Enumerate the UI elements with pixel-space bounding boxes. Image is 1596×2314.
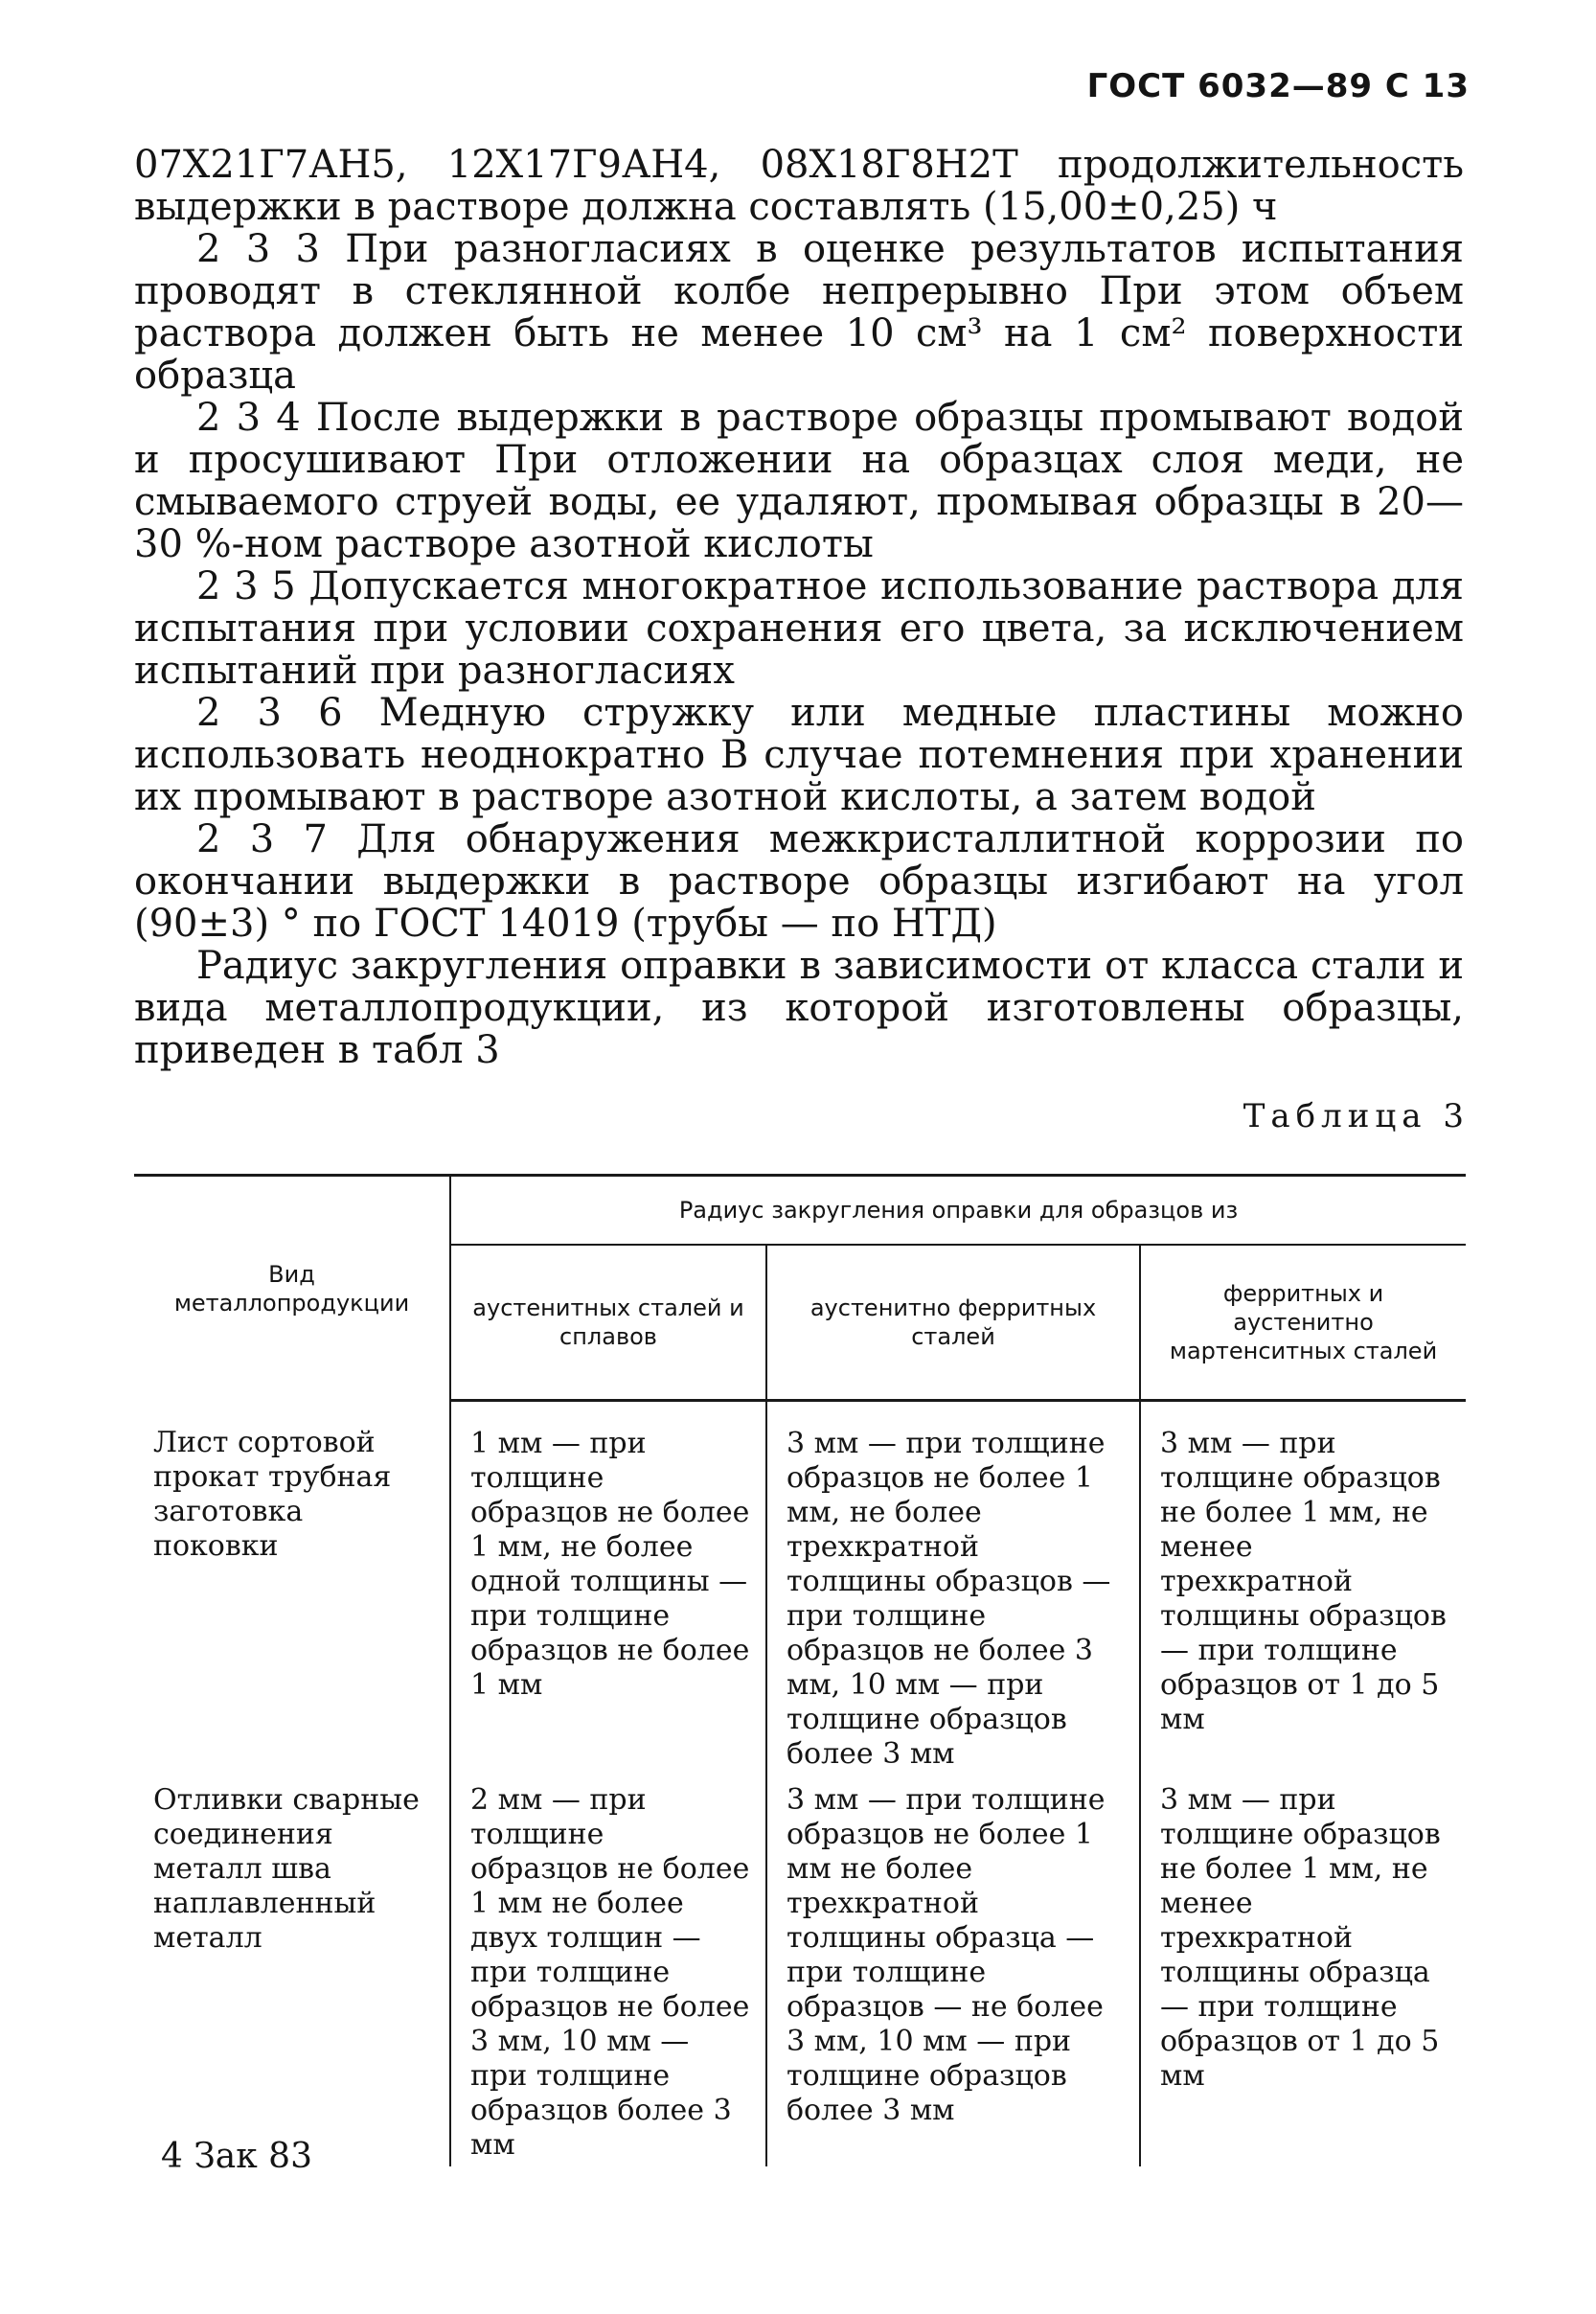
paragraph-2-3-7: 2 3 7 Для обнаружения межкристаллитной коррозии по окончании выдержки в растворе образцы изгибают на угол (90±3) ° по ГОСТ 14019 (трубы — по НТД): [134, 817, 1464, 946]
cell-austenitic-ferritic: 3 мм — при толщине образцов не более 1 мм не более трехкратной толщины образца — при толщине образцов — не более 3 мм, 10 мм — при толщине образцов более 3 мм: [766, 1772, 1140, 2166]
body-text: [134, 144, 1464, 1071]
page-header: ГОСТ 6032—89 С 13: [1086, 67, 1470, 105]
paragraph-steel-grades: 07Х21Г7АН5, 12Х17Г9АН4, 08Х18Г8Н2Т продолжительность выдержки в растворе должна составлять (15,00±0,25) ч: [134, 143, 1464, 229]
table-row: [134, 1772, 1466, 2166]
table-row: [134, 1401, 1466, 1773]
header-austenitic: аустенитных сталей и сплавов: [450, 1245, 766, 1401]
paragraph-table-reference: Радиус закругления оправки в зависимости от класса стали и вида металлопродукции, из которой изготовлены образцы, приведен в табл 3: [134, 944, 1464, 1072]
header-ferritic: ферритных и аустенитно мартенситных сталей: [1140, 1245, 1466, 1401]
cell-product: Лист сортовой прокат трубная заготовка поковки: [153, 1425, 392, 1563]
cell-product: Отливки сварные соединения металл шва наплавленный металл: [153, 1783, 420, 1955]
paragraph-2-3-6: 2 3 6 Медную стружку или медные пластины можно использовать неоднократно В случае потемнения при хранении их промывают в растворе азотной кислоты, а затем водой: [134, 691, 1464, 819]
paragraph-2-3-3: 2 3 3 При разногласиях в оценке результатов испытания проводят в стеклянной колбе непрерывно При этом объем раствора должен быть не менее 10 см³ на 1 см² поверхности образца: [134, 227, 1464, 398]
cell-ferritic: 3 мм — при толщине образцов не более 1 мм, не менее трехкратной толщины образцов — при толщине образцов от 1 до 5 мм: [1140, 1401, 1466, 1773]
header-product-type: Вид металлопродукции: [134, 1176, 450, 1401]
paragraph-2-3-4: 2 3 4 После выдержки в растворе образцы промывают водой и просушивают При отложении на образцах слоя меди, не смываемого струей воды, ее удаляют, промывая образцы в 20—30 %-ном растворе азотной кислоты: [134, 396, 1464, 566]
page-footer: 4 Зак 83: [161, 2137, 312, 2176]
header-austenitic-ferritic: аустенитно ферритных сталей: [766, 1245, 1140, 1401]
cell-austenitic: 2 мм — при толщине образцов не более 1 мм не более двух толщин — при толщине образцов не более 3 мм, 10 мм — при толщине образцов более 3 мм: [450, 1772, 766, 2166]
paragraph-2-3-5: 2 3 5 Допускается многократное использование раствора для испытания при условии сохранения его цвета, за исключением испытаний при разногласиях: [134, 564, 1464, 693]
table-caption: Таблица 3: [1243, 1097, 1470, 1135]
header-radius-group: Радиус закругления оправки для образцов из: [450, 1176, 1466, 1246]
cell-austenitic: 1 мм — при толщине образцов не более 1 мм, не более одной толщины — при толщине образцов не более 1 мм: [450, 1401, 766, 1773]
cell-ferritic: 3 мм — при толщине образцов не более 1 мм, не менее трехкратной толщины образца — при толщине образцов от 1 до 5 мм: [1140, 1772, 1466, 2166]
bend-radius-table: [134, 1174, 1466, 2166]
cell-austenitic-ferritic: 3 мм — при толщине образцов не более 1 мм, не более трехкратной толщины образцов — при толщине образцов не более 3 мм, 10 мм — при толщине образцов более 3 мм: [766, 1401, 1140, 1773]
